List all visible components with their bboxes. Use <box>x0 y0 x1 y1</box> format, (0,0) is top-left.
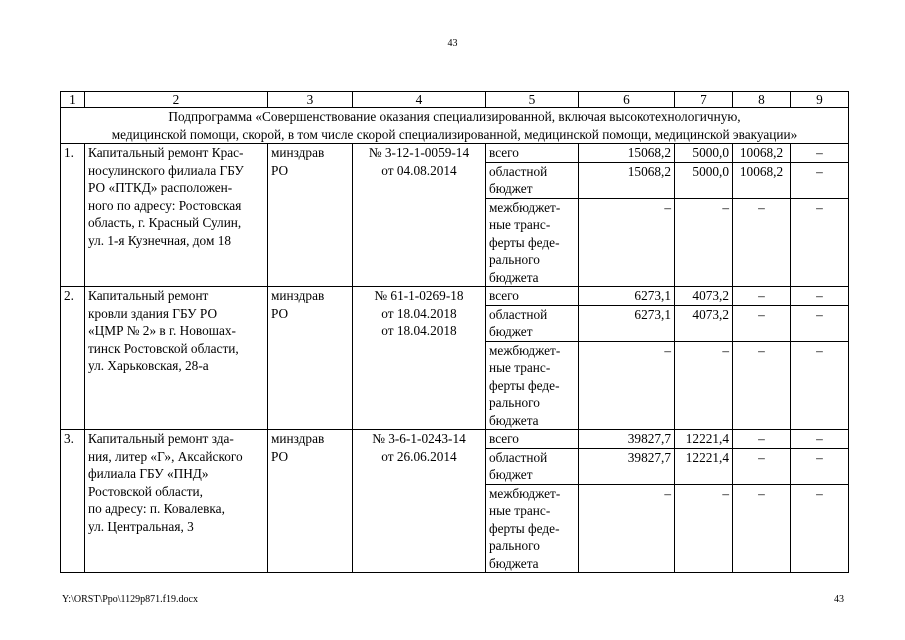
column-number: 6 <box>579 92 675 108</box>
column-number: 9 <box>791 92 849 108</box>
funding-source: всего <box>486 287 579 306</box>
value-cell: 12221,4 <box>675 448 733 484</box>
value-cell: – <box>791 448 849 484</box>
column-number: 4 <box>353 92 486 108</box>
value-cell: – <box>733 287 791 306</box>
top-page-number: 43 <box>447 38 458 49</box>
responsible-organization: минздрав РО <box>268 287 353 430</box>
value-cell: 4073,2 <box>675 305 733 341</box>
value-cell: 10068,2 <box>733 162 791 198</box>
project-name: Капитальный ремонт кровли здания ГБУ РО «ЦМР № 2» в г. Новошах- тинск Ростовской области, ул. Харьковская, 28-а <box>85 287 268 430</box>
column-number: 7 <box>675 92 733 108</box>
value-cell: – <box>733 484 791 573</box>
row-number: 2. <box>61 287 85 430</box>
funding-source: областной бюджет <box>486 162 579 198</box>
table-row <box>61 287 849 306</box>
project-name: Капитальный ремонт Крас- носулинского филиала ГБУ РО «ПТКД» расположен- ного по адресу: Ростовская область, г. Красный Сулин, ул. 1-я Кузнечная, дом 18 <box>85 144 268 287</box>
funding-source: межбюджет- ные транс- ферты феде- рального бюджета <box>486 484 579 573</box>
value-cell: 39827,7 <box>579 448 675 484</box>
value-cell: – <box>733 430 791 449</box>
funding-source: межбюджет- ные транс- ферты феде- рального бюджета <box>486 341 579 430</box>
table-row <box>61 430 849 449</box>
value-cell: – <box>791 341 849 430</box>
value-cell: 15068,2 <box>579 162 675 198</box>
column-number: 3 <box>268 92 353 108</box>
footer-page-number: 43 <box>834 594 844 605</box>
responsible-organization: минздрав РО <box>268 144 353 287</box>
column-number: 8 <box>733 92 791 108</box>
value-cell: 5000,0 <box>675 144 733 163</box>
project-name: Капитальный ремонт зда- ния, литер «Г», Аксайского филиала ГБУ «ПНД» Ростовской области, по адресу: п. Ковалевка, ул. Центральная, 3 <box>85 430 268 573</box>
subprogram-row <box>61 108 849 144</box>
responsible-organization: минздрав РО <box>268 430 353 573</box>
funding-source: областной бюджет <box>486 448 579 484</box>
subprogram-title: Подпрограмма «Совершенствование оказания специализированной, включая высокотехнологичную, медицинской помощи, скорой, в том числе скорой специализированной, медицинской помощи, медицинской эвакуации» <box>61 108 849 144</box>
value-cell: 15068,2 <box>579 144 675 163</box>
value-cell: – <box>791 144 849 163</box>
funding-source: областной бюджет <box>486 305 579 341</box>
value-cell: – <box>579 198 675 287</box>
value-cell: – <box>579 484 675 573</box>
document-reference: № 3-6-1-0243-14 от 26.06.2014 <box>353 430 486 573</box>
value-cell: 12221,4 <box>675 430 733 449</box>
value-cell: – <box>733 341 791 430</box>
value-cell: – <box>733 198 791 287</box>
value-cell: – <box>791 430 849 449</box>
value-cell: 6273,1 <box>579 287 675 306</box>
column-number: 5 <box>486 92 579 108</box>
value-cell: – <box>733 305 791 341</box>
value-cell: 6273,1 <box>579 305 675 341</box>
value-cell: – <box>791 287 849 306</box>
value-cell: 4073,2 <box>675 287 733 306</box>
funding-source: межбюджет- ные транс- ферты феде- рального бюджета <box>486 198 579 287</box>
value-cell: – <box>675 341 733 430</box>
column-number-row <box>61 92 849 108</box>
document-reference: № 61-1-0269-18 от 18.04.2018 от 18.04.2018 <box>353 287 486 430</box>
value-cell: – <box>791 162 849 198</box>
value-cell: 39827,7 <box>579 430 675 449</box>
program-table <box>60 91 849 573</box>
value-cell: – <box>791 305 849 341</box>
value-cell: – <box>675 198 733 287</box>
value-cell: – <box>579 341 675 430</box>
table-row <box>61 144 849 163</box>
document-reference: № 3-12-1-0059-14 от 04.08.2014 <box>353 144 486 287</box>
column-number: 2 <box>85 92 268 108</box>
row-number: 3. <box>61 430 85 573</box>
value-cell: – <box>733 448 791 484</box>
value-cell: – <box>675 484 733 573</box>
value-cell: 5000,0 <box>675 162 733 198</box>
column-number: 1 <box>61 92 85 108</box>
funding-source: всего <box>486 430 579 449</box>
footer-file-path: Y:\ORST\Ppo\1129p871.f19.docx <box>62 594 198 605</box>
value-cell: – <box>791 484 849 573</box>
value-cell: 10068,2 <box>733 144 791 163</box>
value-cell: – <box>791 198 849 287</box>
row-number: 1. <box>61 144 85 287</box>
funding-source: всего <box>486 144 579 163</box>
